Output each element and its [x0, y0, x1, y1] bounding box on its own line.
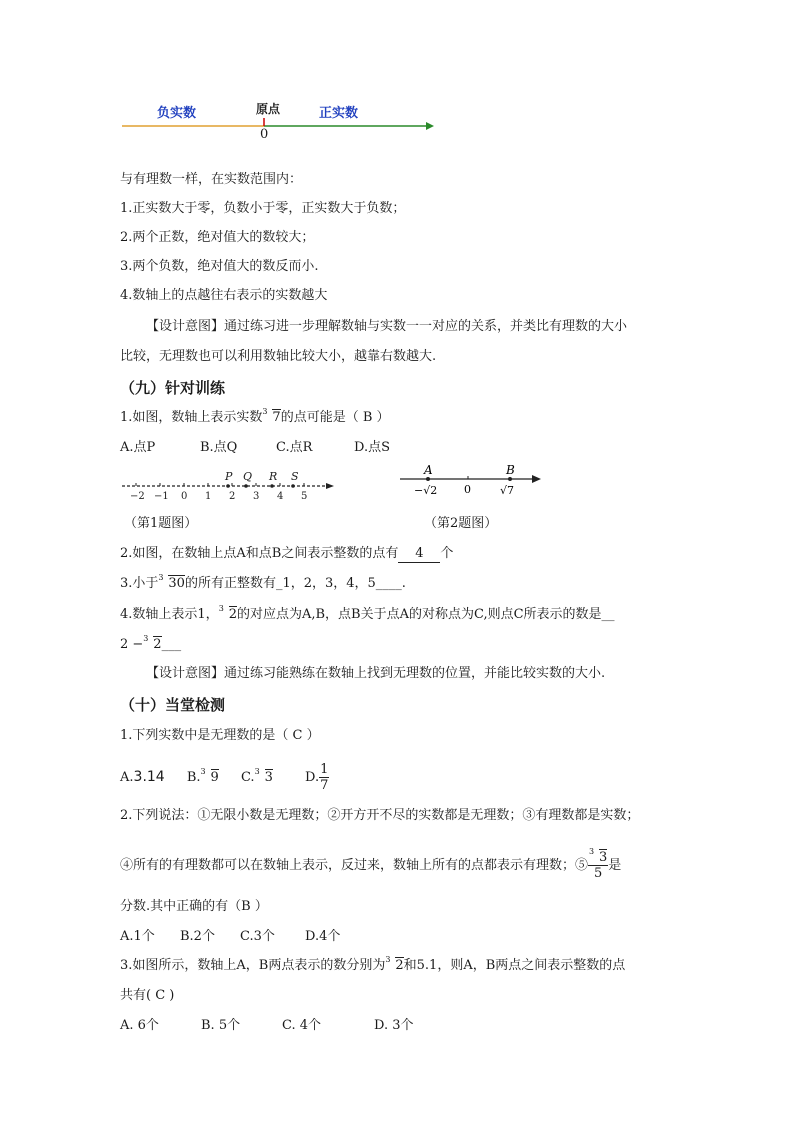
origin-label: 原点 — [256, 102, 281, 116]
s9-q3-post: 的所有正整数有_1，2，3，4，5____. — [184, 576, 406, 591]
s9-q4-answer — [120, 634, 182, 653]
design-intent-1: 【设计意图】通过练习进一步理解数轴与实数一一对应的关系，并类比有理数的大小 — [146, 319, 628, 334]
section-10-heading: （十）当堂检测 — [120, 696, 226, 714]
s10-question-2-line3: 分数.其中正确的有（B ） — [120, 899, 268, 914]
s10-question-3-line2: 共有( C ) — [120, 988, 175, 1003]
fraction-denominator: 5 — [594, 866, 603, 881]
s9-q1-pre: 1.如图，数轴上表示实数 — [120, 410, 263, 425]
root-radicand: 2 — [395, 958, 404, 973]
root-radicand: 3 — [264, 770, 273, 785]
fig1-tick-label: −1 — [154, 491, 169, 502]
fig1-point-label: Q — [243, 470, 253, 483]
s10-q2-option-c: C.3个 — [240, 929, 275, 944]
fig1-point-p — [226, 484, 230, 488]
s9-q2-post: 个 — [440, 546, 454, 561]
s10-q1-option-a — [120, 770, 165, 785]
s9-q4-pre: 4.数轴上表示1， — [120, 607, 219, 622]
s9-q4-post: 的对应点为A,B，点B关于点A的对称点为C,则点C所表示的数是__ — [236, 607, 615, 622]
negative-real-label: 负实数 — [157, 106, 197, 121]
cube-root-2 — [143, 634, 162, 653]
fig1-arrow-icon — [326, 483, 334, 489]
s9-q1-post: 的点可能是（ B ） — [280, 410, 390, 425]
s10-q2-option-b: B.2个 — [180, 929, 215, 944]
s9-q1-option-c: C.点R — [276, 440, 313, 455]
s10-q3-option-b: B. 5个 — [201, 1018, 241, 1033]
fig1-caption: （第1题图） — [124, 516, 198, 531]
s9-q1-option-d: D.点S — [354, 440, 390, 455]
s9-q3-pre: 3.小于 — [120, 576, 159, 591]
fig2-value-zero: 0 — [464, 483, 471, 496]
s10-question-2-line1: 2.下列说法：①无限小数是无理数；②开方开不尽的实数都是无理数；③有理数都是实数； — [120, 808, 640, 823]
s9-q1-option-b: B.点Q — [200, 440, 238, 455]
root-index: 3 — [143, 634, 149, 643]
root-radicand: 2 — [153, 637, 162, 652]
s9-question-4 — [120, 604, 615, 623]
cube-root-3 — [589, 847, 608, 865]
fig1-point-s — [291, 484, 295, 488]
s10-q3-post: 和5.1，则A，B两点之间表示整数的点 — [403, 958, 626, 973]
axis-arrow-icon — [426, 122, 434, 130]
design-intent-2: 【设计意图】通过练习能熟练在数轴上找到无理数的位置，并能比较实数的大小. — [146, 666, 606, 681]
rule-4: 4.数轴上的点越往右表示的实数越大 — [120, 288, 328, 303]
s10-q1-option-d — [305, 762, 329, 793]
fig1-tick-label: 2 — [229, 491, 236, 502]
rule-1: 1.正实数大于零，负数小于零，正实数大于负数； — [120, 201, 406, 216]
root-radicand: 7 — [272, 410, 281, 425]
s10-q2-option-a: A.1个 — [120, 929, 155, 944]
cube-root-3 — [254, 767, 273, 786]
s10-q3-pre: 3.如图所示，数轴上A，B两点表示的数分别为 — [120, 958, 386, 973]
section-9-heading: （九）针对训练 — [120, 379, 226, 397]
rule-3: 3.两个负数，绝对值大的数反而小. — [120, 259, 319, 274]
root-index: 3 — [200, 767, 206, 776]
positive-real-label: 正实数 — [319, 106, 359, 121]
fig2-point-b — [508, 477, 512, 481]
fig1-point-label: S — [291, 470, 299, 483]
compare-intro: 与有理数一样，在实数范围内： — [120, 172, 303, 187]
s9-question-3 — [120, 573, 406, 592]
fig1-point-q — [244, 484, 248, 488]
root-radicand: 30 — [168, 576, 185, 591]
fig1-point-label: P — [225, 470, 233, 483]
fig1-point-r — [270, 484, 274, 488]
root-index: 3 — [218, 604, 224, 613]
rule-2: 2.两个正数，绝对值大的数较大； — [120, 230, 315, 245]
root-radicand: 2 — [228, 607, 237, 622]
s9-q1-option-a: A.点P — [120, 440, 156, 455]
s10-q2-pre: ④所有的有理数都可以在数轴上表示，反过来，数轴上所有的点都表示有理数；⑤ — [120, 858, 589, 873]
fig1-tick-label: 3 — [253, 491, 260, 502]
option-value: 3.14 — [133, 769, 165, 785]
option-letter: D. — [305, 770, 320, 785]
s10-q2-post: 是 — [608, 858, 622, 873]
fig2-caption: （第2题图） — [424, 516, 498, 531]
s9-q4-answer-post: ___ — [161, 637, 182, 652]
s9-q4-answer-pre: 2 − — [120, 637, 144, 652]
fig1-tick-label: 5 — [301, 491, 308, 502]
real-number-axis — [118, 118, 438, 138]
cube-root-30 — [158, 573, 185, 592]
s10-q1-option-c — [240, 767, 273, 785]
root-index: 3 — [589, 847, 595, 856]
root-index: 3 — [254, 767, 260, 776]
cube-root-7 — [262, 407, 281, 426]
option-letter: C. — [240, 770, 255, 785]
fraction-numerator: 1 — [320, 762, 329, 777]
s10-question-3 — [120, 955, 626, 974]
root-index: 3 — [158, 573, 164, 582]
s10-q3-option-d: D. 3个 — [374, 1018, 414, 1033]
figure-2-number-line — [396, 462, 546, 502]
option-letter: A. — [120, 770, 134, 785]
s10-q3-option-c: C. 4个 — [282, 1018, 322, 1033]
fig1-tick-label: 4 — [277, 491, 284, 502]
fig1-tick-label: −2 — [130, 491, 145, 502]
fraction-cube-root-3-over-5 — [588, 847, 608, 881]
s10-q3-option-a: A. 6个 — [120, 1018, 159, 1033]
root-radicand: 3 — [599, 850, 608, 865]
s9-question-2 — [120, 546, 453, 563]
fig1-point-label: R — [269, 470, 278, 483]
cube-root-2 — [385, 955, 404, 974]
fig1-tick-label: 0 — [181, 491, 188, 502]
fraction-denominator: 7 — [320, 778, 329, 793]
root-index: 3 — [385, 955, 391, 964]
root-index: 3 — [262, 407, 268, 416]
fig2-value-a: −√2 — [414, 484, 438, 497]
s9-q2-pre: 2.如图，在数轴上点A和点B之间表示整数的点有 — [120, 546, 399, 561]
design-intent-1-cont: 比较，无理数也可以利用数轴比较大小，越靠右数越大. — [120, 349, 437, 364]
fig2-value-b: √7 — [500, 484, 515, 497]
s10-question-1: 1.下列实数中是无理数的是（ C ） — [120, 728, 320, 743]
fig2-arrow-icon — [532, 475, 541, 483]
fraction-numerator — [588, 847, 608, 866]
s10-question-2-line2 — [120, 847, 622, 881]
s10-q1-options — [120, 762, 329, 793]
fraction-one-seventh — [319, 762, 329, 793]
cube-root-2 — [218, 604, 237, 623]
fig2-label-a: A — [424, 463, 433, 477]
zero-label: 0 — [260, 127, 269, 142]
cube-root-9 — [200, 767, 219, 786]
fig2-point-a — [426, 477, 430, 481]
s10-q1-option-b — [186, 767, 219, 785]
fig1-tick-label: 1 — [205, 491, 212, 502]
s9-question-1 — [120, 407, 390, 426]
figure-1-number-line — [118, 468, 338, 506]
s10-q2-option-d: D.4个 — [305, 929, 341, 944]
root-radicand: 9 — [210, 770, 219, 785]
option-letter: B. — [186, 770, 201, 785]
fig2-label-b: B — [506, 463, 515, 477]
s9-q2-answer: 4 — [398, 546, 440, 563]
